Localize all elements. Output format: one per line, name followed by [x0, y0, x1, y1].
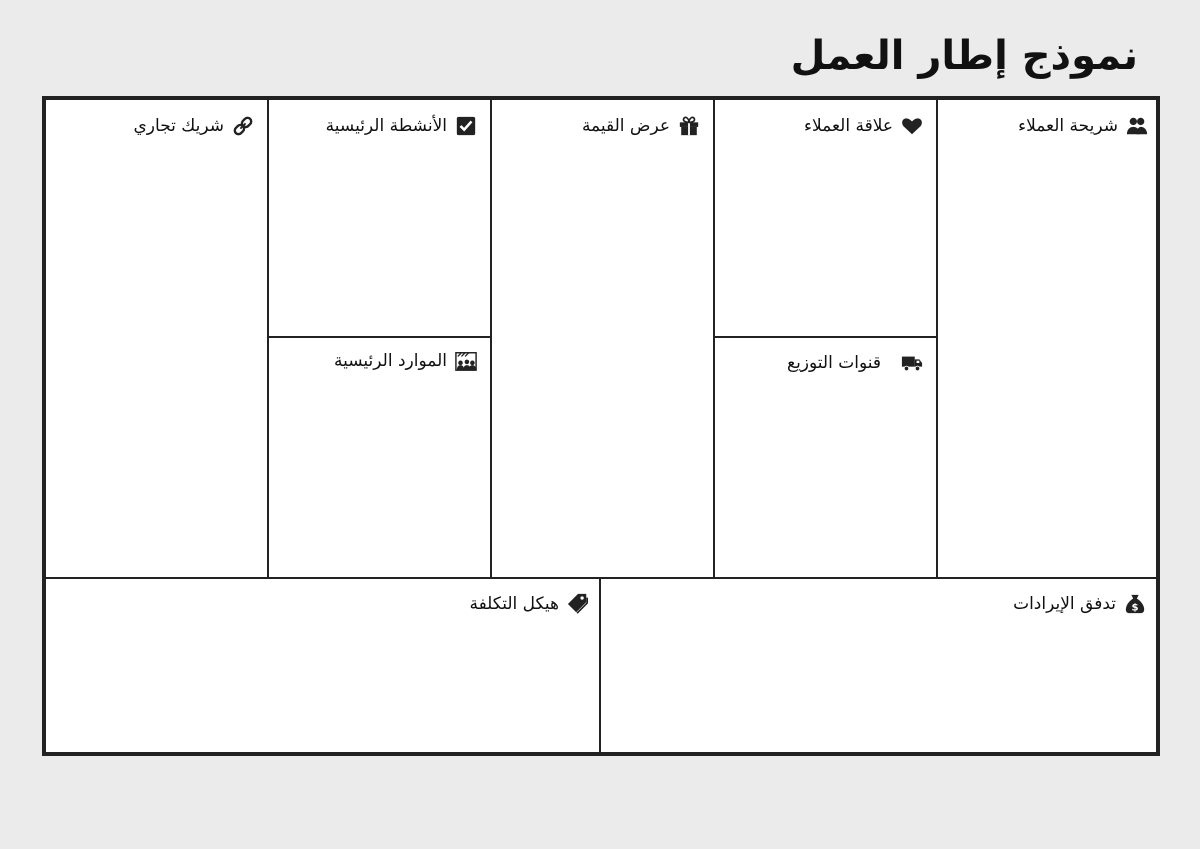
- truck-icon: [901, 352, 923, 374]
- cell-label-key-partners: شريك تجاري: [133, 116, 224, 136]
- cell-label-customer-relationships: علاقة العملاء: [803, 116, 893, 136]
- cell-label-cost-structure: هيكل التكلفة: [469, 594, 559, 614]
- divider-vertical-value: [713, 100, 715, 577]
- cell-customer-segments: [1018, 115, 1148, 137]
- divider-vertical-relationships: [936, 100, 938, 577]
- cell-label-customer-segments: شريحة العملاء: [1018, 116, 1118, 136]
- cell-revenue-streams: [1013, 593, 1146, 615]
- cell-cost-structure: [469, 593, 589, 615]
- divider-vertical-partners: [267, 100, 269, 577]
- checkbox-icon: [455, 115, 477, 137]
- svg-text:$: $: [1131, 602, 1139, 614]
- cell-label-channels: قنوات التوزيع: [787, 353, 881, 373]
- cell-key-resources: [334, 350, 477, 372]
- divider-horizontal-activities: [269, 336, 490, 338]
- heart-icon: [901, 115, 923, 137]
- cell-label-key-activities: الأنشطة الرئيسية: [325, 116, 447, 136]
- divider-vertical-bottom: [599, 579, 601, 752]
- divider-horizontal-main: [46, 577, 1156, 579]
- cell-value-propositions: [582, 115, 700, 137]
- cell-label-revenue-streams: تدفق الإيرادات: [1013, 594, 1116, 614]
- cell-customer-relationships: [804, 115, 923, 137]
- divider-horizontal-relationships: [715, 336, 936, 338]
- money-bag-icon: [1124, 593, 1146, 615]
- factory-icon: [455, 350, 477, 372]
- divider-vertical-activities: [490, 100, 492, 577]
- cell-key-partners: [134, 115, 255, 137]
- link-icon: [232, 115, 254, 137]
- users-icon: [1126, 115, 1148, 137]
- page-title: نموذج إطار العمل: [790, 33, 1138, 79]
- tags-icon: [567, 593, 589, 615]
- business-model-canvas: [42, 96, 1160, 756]
- cell-label-value-propositions: عرض القيمة: [581, 116, 670, 136]
- gift-icon: [678, 115, 700, 137]
- cell-channels: [787, 352, 923, 374]
- cell-key-activities: [326, 115, 477, 137]
- cell-label-key-resources: الموارد الرئيسية: [334, 351, 447, 371]
